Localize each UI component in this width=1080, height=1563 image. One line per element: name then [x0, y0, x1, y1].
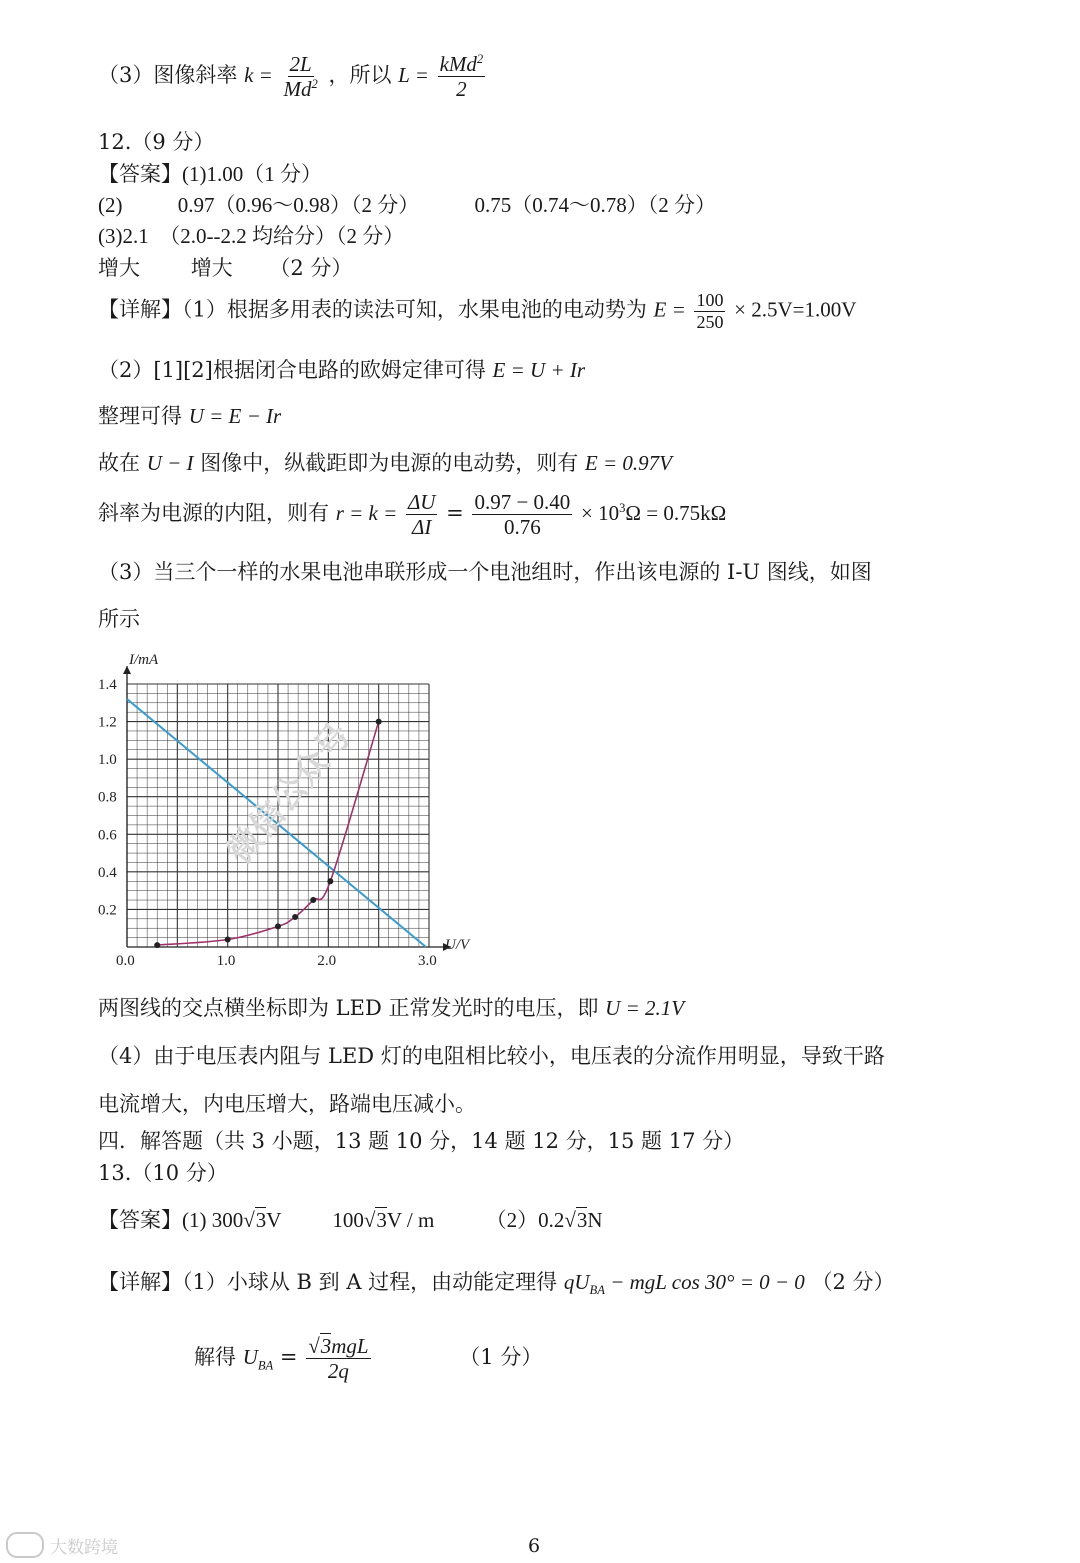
led-data-point — [376, 719, 382, 725]
x-tick-label: 2.0 — [317, 953, 337, 969]
section4-heading: 四．解答题（共 3 小题，13 题 10 分，14 题 12 分，15 题 17 分） — [98, 1129, 745, 1153]
page-number: 6 — [528, 1535, 541, 1557]
q12-answer-4: 增大 增大 （2 分） — [98, 256, 353, 280]
q11-k-numerator: 2L — [289, 52, 312, 76]
led-data-point — [292, 914, 298, 920]
q11-L-denominator: 2 — [456, 77, 467, 102]
led-data-point — [310, 897, 316, 903]
q13-heading: 13.（10 分） — [98, 1161, 228, 1185]
q13-detail-2: 解得 $U_{BA}$ = $\frac{\text{√3mgL}}{2q}$ （1 分） — [194, 1334, 543, 1384]
q12-slope-fraction: $\frac{\Delta U}{\Delta I}$ — [407, 490, 436, 540]
x-tick-label: 0.0 — [116, 953, 135, 969]
q12-detail-6a: （3）当三个一样的水果电池串联形成一个电池组时，作出该电源的 I-U 图线，如图 — [98, 560, 872, 584]
q11-part3-line — [98, 52, 487, 101]
q11-L-lhs: L = — [398, 63, 429, 88]
watermark-text: 微信公众号 — [219, 715, 360, 872]
q12-heading: 12.（9 分） — [98, 130, 215, 154]
q13-answer: 【答案】(1) 300√3V 100√3V / m （2）0.2√3N — [98, 1208, 603, 1232]
y-tick-label: 1.4 — [98, 677, 117, 693]
y-axis-label: I/mA — [129, 652, 159, 668]
q12-detail-4: 故在 U − I 图像中，纵截距即为电源的电动势，则有 E = 0.97V — [98, 451, 672, 475]
q12-detail-7: 两图线的交点横坐标即为 LED 正常发光时的电压，即 U = 2.1V — [98, 996, 685, 1020]
q11-k-denominator: Md$^2$ — [283, 77, 318, 102]
q11-k-lhs: k = — [244, 63, 273, 88]
q12-detail-3: 整理可得 U = E − Ir — [98, 404, 282, 428]
q13-detail-1: 【详解】（1）小球从 B 到 A 过程，由动能定理得 $qU_{BA}$ − mgL cos 30° = 0 − 0 （2 分） — [98, 1270, 895, 1298]
q11-L-fraction — [438, 52, 486, 101]
y-tick-label: 1.0 — [98, 752, 117, 769]
led-data-point — [154, 942, 160, 948]
x-tick-label: 1.0 — [216, 953, 236, 969]
q12-answer-1: 【答案】(1)1.00（1 分） — [98, 162, 322, 186]
q12-detail-8b: 电流增大，内电压增大，路端电压减小。 — [98, 1092, 476, 1116]
q11-part3-lead: （3）图像斜率 — [98, 63, 238, 88]
q12-answer-2: (2) 0.97（0.96～0.98）（2 分） 0.75（0.74～0.78）（2 分） — [98, 193, 716, 217]
y-tick-label: 0.8 — [98, 789, 117, 806]
q11-L-numerator: kMd$^2$ — [439, 52, 484, 76]
y-tick-label: 0.4 — [98, 864, 117, 881]
led-data-point — [275, 923, 281, 929]
q12-detail-5: 斜率为电源的内阻，则有 r = k = $\frac{\Delta U}{\Delta I}$ = $\frac{0.97 - 0.40}{0.76}$ × $10^3\Omega = 0.75k\Omega$ — [98, 490, 727, 540]
q12-slope-values: $\frac{0.97 - 0.40}{0.76}$ — [474, 490, 571, 540]
brand-logo-icon — [6, 1532, 44, 1558]
footer-logo: 大数跨境 — [6, 1532, 118, 1558]
q11-k-fraction — [282, 52, 320, 101]
x-axis-label: U/V — [445, 937, 470, 953]
y-tick-label: 0.2 — [98, 902, 117, 919]
q13-voltage-fraction: $\frac{\text{√3mgL}}{2q}$ — [308, 1334, 369, 1384]
led-data-point — [225, 936, 231, 942]
iu-chart — [92, 652, 492, 972]
q12-detail-6b: 所示 — [98, 607, 140, 631]
y-tick-label: 1.2 — [98, 714, 117, 731]
q11-part3-sep: ，所以 — [328, 63, 392, 88]
x-tick-label: 3.0 — [418, 953, 437, 969]
q12-detail-8a: （4）由于电压表内阻与 LED 灯的电阻相比较小，电压表的分流作用明显，导致干路 — [98, 1044, 885, 1068]
q12-answer-3: (3)2.1 （2.0--2.2 均给分）（2 分） — [98, 224, 405, 248]
q12-emf-fraction: $\frac{100}{250}$ — [696, 290, 724, 332]
q12-detail-2: （2）[1][2]根据闭合电路的欧姆定律可得 E = U + Ir — [98, 358, 586, 382]
led-data-point — [327, 878, 333, 884]
y-tick-label: 0.6 — [98, 827, 117, 844]
q12-detail-1: 【详解】（1）根据多用表的读法可知，水果电池的电动势为 E = $\frac{100}{250}$ × 2.5V=1.00V — [98, 290, 857, 332]
